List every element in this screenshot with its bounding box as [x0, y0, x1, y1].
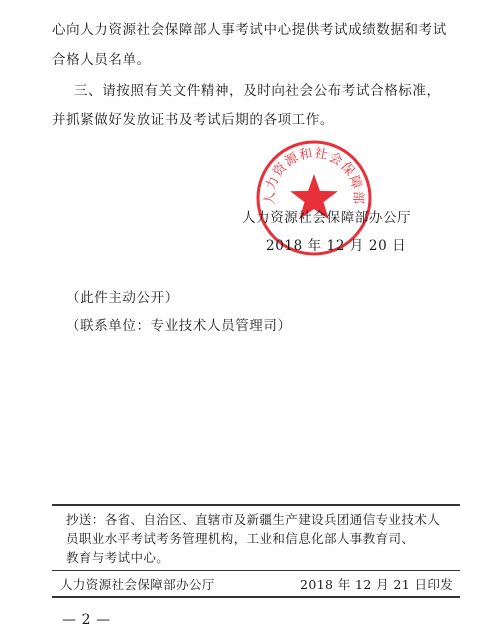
issuer-name: 人力资源社会保障部办公厅	[242, 210, 412, 226]
cc-line-3: 教育与考试中心。	[66, 550, 170, 565]
body-line-4: 并抓紧做好发放证书及考试后期的各项工作。	[52, 112, 334, 128]
page-number: — 2 —	[62, 612, 111, 628]
footer-bottom-rule	[52, 596, 460, 598]
cc-line-1: 抄送：各省、自治区、直辖市及新疆生产建设兵团通信专业技术人	[66, 512, 441, 527]
issue-date: 2018 年 12 月 20 日	[266, 238, 407, 254]
seal-text: 人力资源和社会保障部	[262, 146, 366, 206]
footer-org: 人力资源社会保障部办公厅	[60, 577, 215, 592]
footer-printed-date: 2018 年 12 月 21 日印发	[300, 577, 454, 592]
body-line-3: 三、请按照有关文件精神，及时向社会公布考试合格标准，	[74, 83, 441, 99]
body-line-2: 合格人员名单。	[52, 52, 151, 68]
public-note: （此件主动公开）	[66, 290, 179, 306]
contact-note: （联系单位：专业技术人员管理司）	[66, 318, 292, 334]
cc-top-rule	[52, 504, 460, 506]
body-line-1: 心向人力资源社会保障部人事考试中心提供考试成绩数据和考试	[52, 22, 447, 38]
cc-line-2: 员职业水平考试考务管理机构，工业和信息化部人事教育司、	[66, 531, 415, 546]
cc-bottom-rule	[52, 570, 460, 571]
